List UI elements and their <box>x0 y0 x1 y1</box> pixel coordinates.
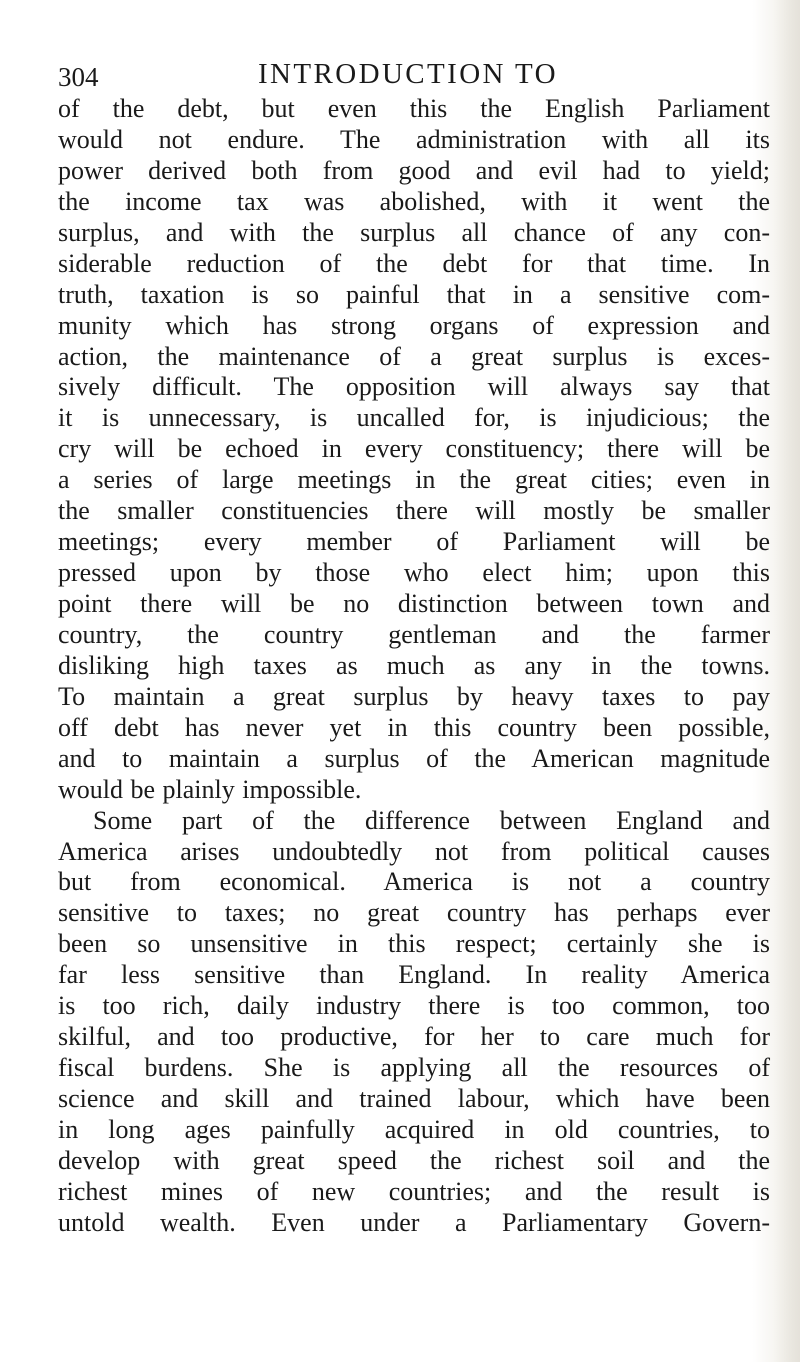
page-number: 304 <box>58 62 99 92</box>
text-line: and to maintain a surplus of the American magnitude <box>58 743 770 773</box>
text-line: in long ages painfully acquired in old countries, to <box>58 1114 770 1144</box>
text-line: To maintain a great surplus by heavy taxes to pay <box>58 681 770 711</box>
running-head: INTRODUCTION TO <box>258 58 558 90</box>
text-line: skilful, and too productive, for her to care much for <box>58 1022 770 1052</box>
text-line: America arises undoubtedly not from political causes <box>58 836 770 866</box>
text-line: off debt has never yet in this country been possible, <box>58 712 770 742</box>
text-line: far less sensitive than England. In reality America <box>58 960 770 990</box>
text-line: cry will be echoed in every constituency; there will be <box>58 434 770 464</box>
text-line: country, the country gentleman and the farmer <box>58 619 770 649</box>
page-edge-shadow <box>774 0 800 1362</box>
text-line: point there will be no distinction between town and <box>58 589 770 618</box>
text-line: munity which has strong organs of expression and <box>58 310 770 340</box>
text-line: sensitive to taxes; no great country has perhaps ever <box>58 898 770 928</box>
text-line: but from economical. America is not a country <box>58 867 770 897</box>
text-line: the smaller constituencies there will mostly be smaller <box>58 496 770 526</box>
text-line: fiscal burdens. She is applying all the resources of <box>58 1053 770 1083</box>
text-line: meetings; every member of Parliament will be <box>58 527 770 557</box>
text-line: siderable reduction of the debt for that time. In <box>58 248 770 278</box>
text-line: science and skill and trained labour, which have been <box>58 1084 770 1113</box>
text-line: the income tax was abolished, with it went the <box>58 186 770 216</box>
text-line: Some part of the difference between England and <box>93 805 770 835</box>
text-line: is too rich, daily industry there is too common, too <box>58 991 770 1021</box>
paragraph-1 <box>58 94 770 806</box>
text-line: power derived both from good and evil had to yield; <box>58 155 770 185</box>
text-line: would be plainly impossible. <box>58 774 362 804</box>
body-text <box>58 94 770 1239</box>
text-line: it is unnecessary, is uncalled for, is injudicious; the <box>58 403 770 433</box>
paragraph-2 <box>58 806 770 1239</box>
text-line: pressed upon by those who elect him; upon this <box>58 558 770 588</box>
text-line: richest mines of new countries; and the result is <box>58 1176 770 1206</box>
text-line: of the debt, but even this the English Parliament <box>58 94 770 123</box>
text-line: a series of large meetings in the great cities; even in <box>58 465 770 495</box>
text-line: untold wealth. Even under a Parliamentary Govern- <box>58 1207 770 1237</box>
page-header <box>58 58 770 94</box>
text-line: develop with great speed the richest soil and the <box>58 1145 770 1175</box>
text-line: would not endure. The administration with all its <box>58 124 770 154</box>
text-line: sively difficult. The opposition will always say that <box>58 372 770 402</box>
text-line: truth, taxation is so painful that in a sensitive com- <box>58 279 770 309</box>
text-line: surplus, and with the surplus all chance of any con- <box>58 217 770 247</box>
text-line: been so unsensitive in this respect; certainly she is <box>58 929 770 959</box>
text-line: action, the maintenance of a great surplus is exces- <box>58 341 770 371</box>
text-line: disliking high taxes as much as any in the towns. <box>58 650 770 680</box>
